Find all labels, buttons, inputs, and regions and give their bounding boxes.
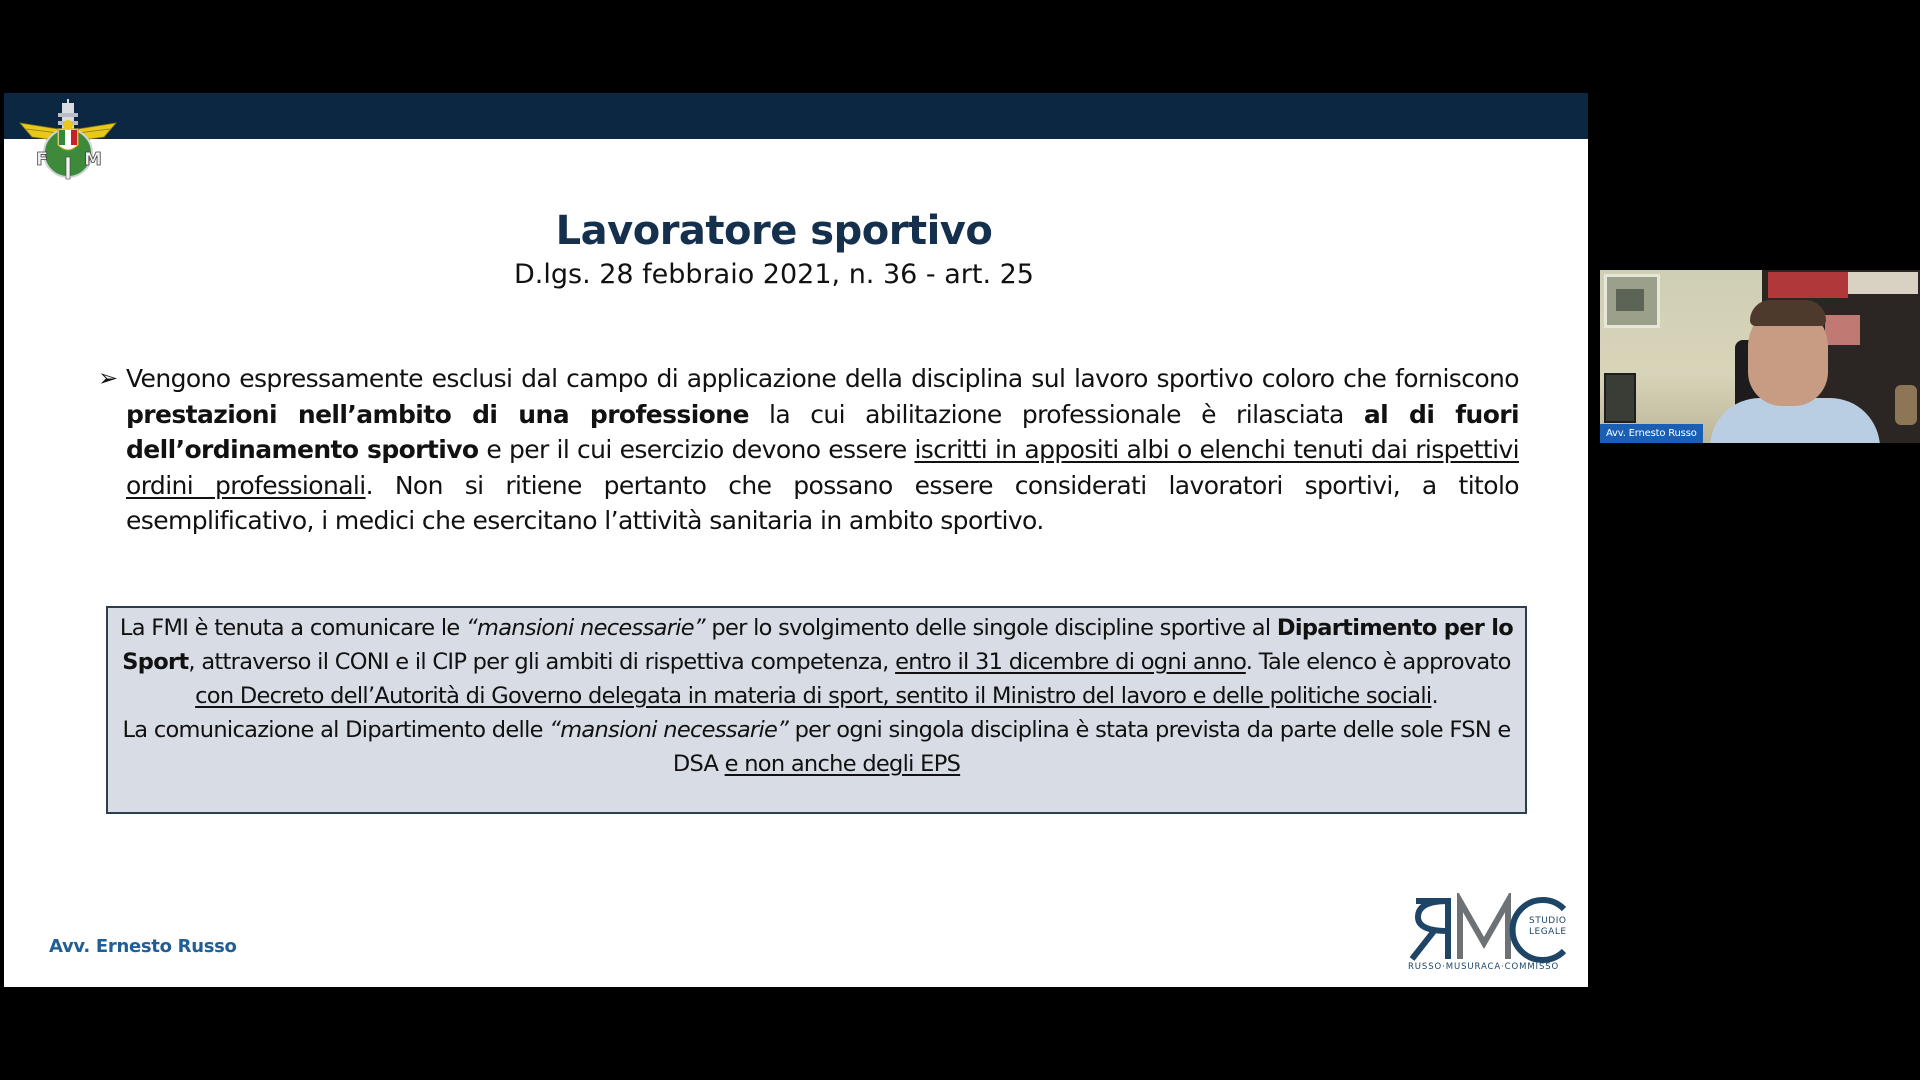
bullet-segment-underline: iscritti in appositi albi o elenchi tenuti dai rispettivi ordini professionali <box>126 435 1519 500</box>
note-segment-underline: e non anche degli EPS <box>724 751 961 777</box>
shelf-trophy <box>1895 385 1917 425</box>
participant-name-tag: Avv. Ernesto Russo <box>1600 424 1703 443</box>
bullet-segment: la cui abilitazione professionale è rilasciata <box>748 399 1364 429</box>
arrow-bullet-icon: ➢ <box>98 365 119 392</box>
note-segment-bold: Dipartimento per lo Sport <box>122 615 1514 675</box>
note-segment: per ogni singola disciplina è stata prevista da parte delle sole FSN e DSA <box>672 717 1511 777</box>
note-segment: per lo svolgimento delle singole discipline sportive al <box>704 615 1277 641</box>
svg-text:STUDIO: STUDIO <box>1529 916 1567 926</box>
slide-title-block <box>4 205 1544 295</box>
slide-subtitle: D.lgs. 28 febbraio 2021, n. 36 - art. 25 <box>513 259 1034 290</box>
wall-picture-frame-small <box>1604 373 1636 423</box>
bullet-paragraph <box>98 361 1519 539</box>
svg-text:M: M <box>84 149 102 170</box>
note-segment-underline: entro il 31 dicembre di ogni anno <box>895 649 1246 675</box>
note-segment: La comunicazione al Dipartimento delle <box>122 717 550 743</box>
note-segment: , attraverso il CONI e il CIP per gli ambiti di rispettiva competenza, <box>188 649 896 675</box>
rmc-monogram-icon <box>1404 893 1574 963</box>
bullet-segment: Vengono espressamente esclusi dal campo di applicazione della disciplina sul lavoro sportivo coloro che forniscono <box>126 364 1519 393</box>
note-segment-underline: con Decreto dell’Autorità di Governo delegata in materia di sport, sentito il Ministro del lavoro e delle politiche sociali <box>195 683 1432 709</box>
rmc-caption: RUSSO·MUSURACA·COMMISSO <box>1408 962 1560 972</box>
bullet-segment-bold: al di fuori dell’ordinamento sportivo <box>126 399 1519 464</box>
rmc-firm-logo <box>1404 893 1574 973</box>
slide-title: Lavoratore sportivo <box>555 208 993 254</box>
svg-text:F: F <box>36 149 49 170</box>
note-box <box>106 606 1527 814</box>
author-footer: Avv. Ernesto Russo <box>49 936 237 957</box>
note-segment-italic: “mansioni necessarie” <box>549 717 789 743</box>
note-paragraph-2 <box>116 713 1517 781</box>
slide-header-bar <box>4 93 1588 139</box>
note-segment: . Tale elenco è approvato <box>1245 649 1511 675</box>
bullet-segment-bold: prestazioni nell’ambito di una professione <box>126 399 749 429</box>
note-segment: . <box>1431 683 1438 709</box>
note-segment: La FMI è tenuta a comunicare le <box>119 615 467 641</box>
bookshelf-books <box>1768 272 1848 298</box>
wall-picture-frame <box>1604 274 1660 328</box>
note-paragraph-1 <box>116 611 1517 713</box>
participant-video-tile[interactable] <box>1600 270 1920 443</box>
bullet-segment: . Non si ritiene pertanto che possano essere considerati lavoratori sportivi, a titolo esemplificativo, i medici che esercitano l’attività sanitaria in ambito sportivo. <box>126 470 1519 535</box>
bookshelf-books <box>1825 315 1860 345</box>
svg-text:LEGALE: LEGALE <box>1529 927 1567 937</box>
bullet-segment: e per il cui esercizio devono essere <box>478 435 915 464</box>
shared-slide <box>4 93 1588 987</box>
fmi-logo-icon <box>18 99 118 183</box>
bookshelf-books <box>1848 272 1918 294</box>
bullet-text <box>126 361 1519 539</box>
note-segment-italic: “mansioni necessarie” <box>466 615 705 641</box>
participant-hair <box>1750 300 1826 326</box>
